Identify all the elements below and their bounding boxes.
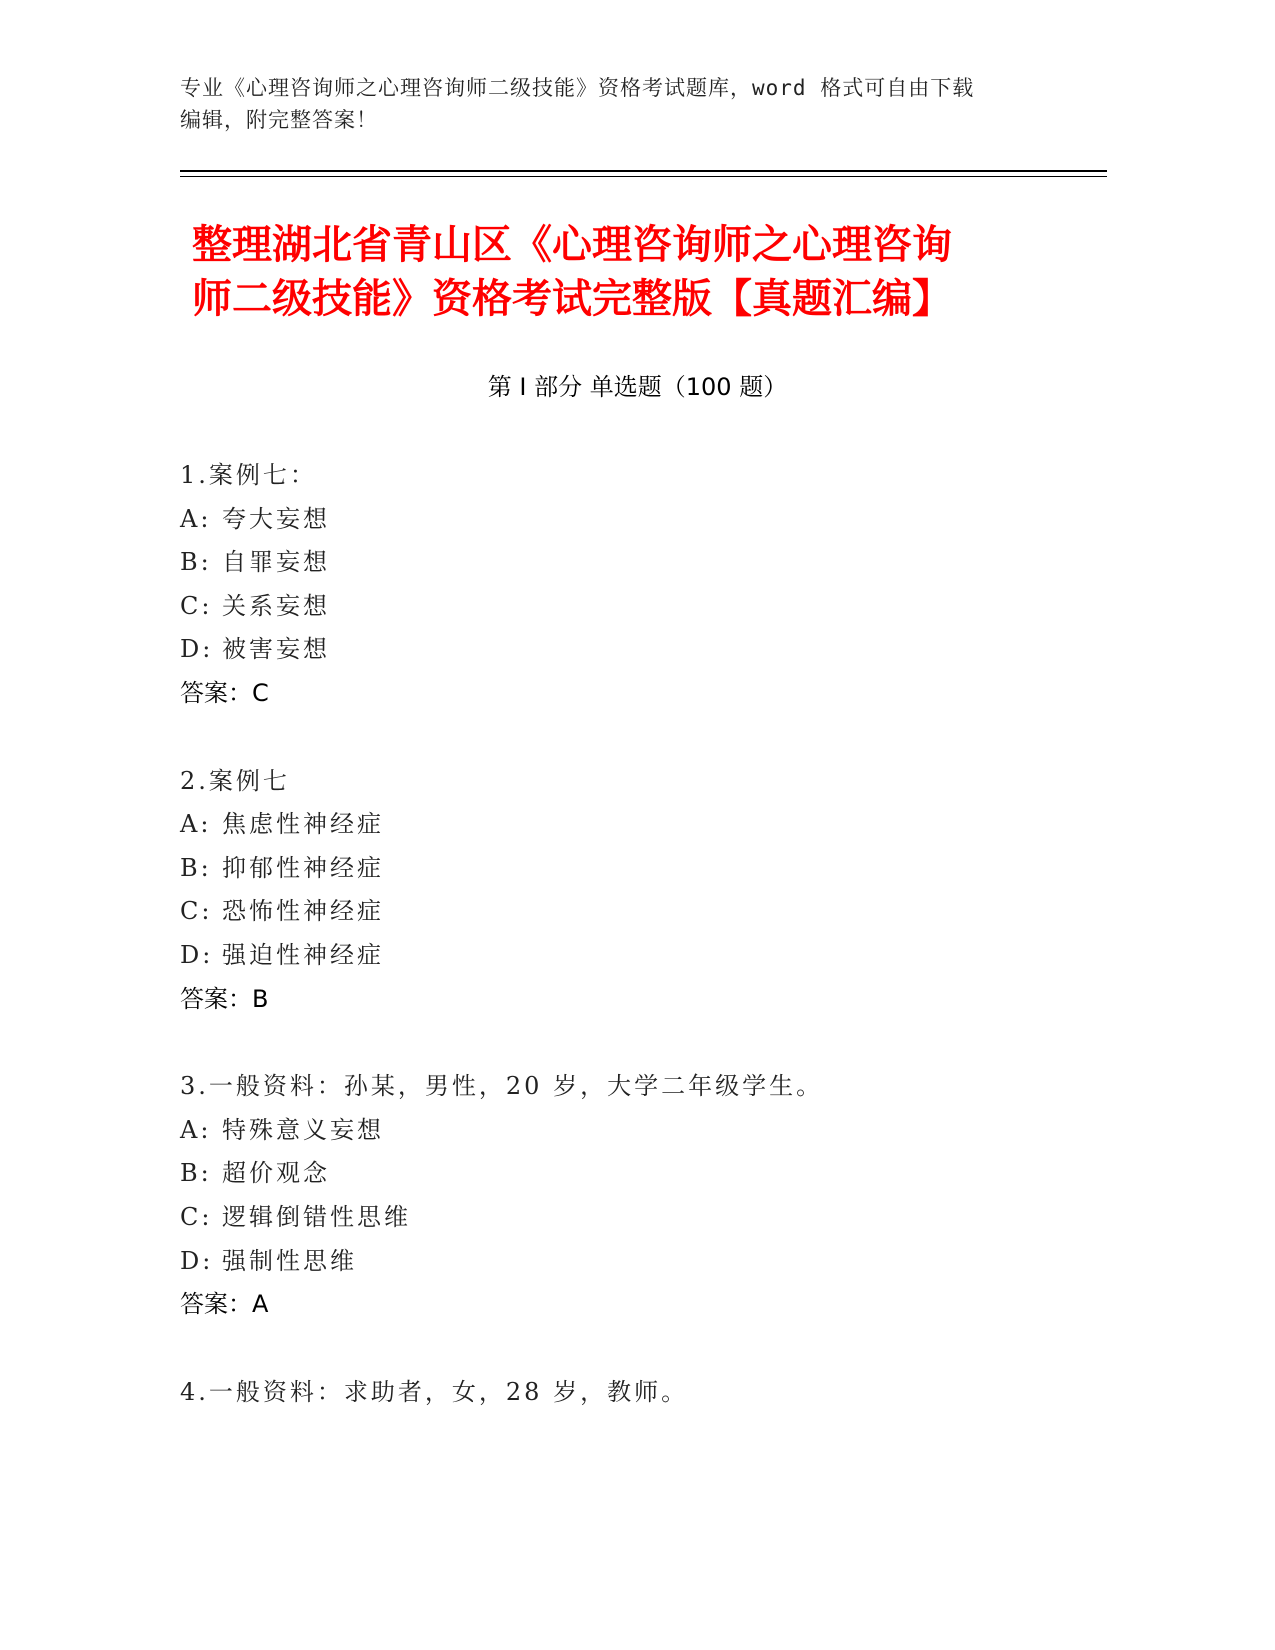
option-text: 超价观念 <box>222 1159 330 1188</box>
question-4 <box>180 1371 1080 1415</box>
answer-value: A <box>252 1290 269 1319</box>
question-list <box>180 454 1080 1458</box>
option-text: 被害妄想 <box>222 635 330 664</box>
option-a <box>180 1109 1080 1153</box>
option-letter: B: <box>180 548 212 577</box>
header-note-line-1: 专业《心理咨询师之心理咨询师二级技能》资格考试题库，word 格式可自由下载 <box>180 76 975 100</box>
answer-label: 答案： <box>180 678 252 707</box>
document-title <box>192 218 1092 326</box>
option-c <box>180 890 1080 934</box>
option-d <box>180 934 1080 978</box>
option-text: 特殊意义妄想 <box>222 1115 384 1144</box>
option-b <box>180 541 1080 585</box>
option-text: 夸大妄想 <box>222 504 330 533</box>
option-letter: C: <box>180 1202 213 1231</box>
question-1 <box>180 454 1080 716</box>
option-letter: D: <box>180 1246 214 1275</box>
option-letter: B: <box>180 853 212 882</box>
answer <box>180 978 1080 1022</box>
header-rule-thick <box>180 170 1107 172</box>
option-c <box>180 585 1080 629</box>
answer-label: 答案： <box>180 1290 252 1319</box>
question-stem: 2.案例七 <box>180 766 290 795</box>
option-letter: C: <box>180 897 213 926</box>
document-title-line-1: 整理湖北省青山区《心理咨询师之心理咨询 <box>192 222 952 268</box>
header-rule-thin <box>180 176 1107 177</box>
option-letter: A: <box>180 1115 212 1144</box>
answer-value: B <box>252 984 269 1013</box>
answer-label: 答案： <box>180 984 252 1013</box>
option-d <box>180 1240 1080 1284</box>
question-stem: 1.案例七： <box>180 461 317 489</box>
option-letter: D: <box>180 635 214 664</box>
option-letter: A: <box>180 504 212 533</box>
option-text: 焦虑性神经症 <box>222 810 384 839</box>
question-3 <box>180 1065 1080 1327</box>
option-a <box>180 498 1080 542</box>
answer <box>180 672 1080 716</box>
answer <box>180 1283 1080 1327</box>
option-text: 抑郁性神经症 <box>222 853 384 882</box>
document-title-line-2: 师二级技能》资格考试完整版【真题汇编】 <box>192 276 952 322</box>
option-text: 逻辑倒错性思维 <box>222 1202 411 1231</box>
option-c <box>180 1196 1080 1240</box>
section-title: 第 I 部分 单选题（100 题） <box>487 373 788 401</box>
option-letter: A: <box>180 810 212 839</box>
option-a <box>180 803 1080 847</box>
option-b <box>180 1152 1080 1196</box>
header-note-line-2: 编辑，附完整答案！ <box>180 108 378 132</box>
option-b <box>180 847 1080 891</box>
answer-value: C <box>252 678 269 707</box>
option-text: 关系妄想 <box>222 591 330 620</box>
question-2 <box>180 760 1080 1022</box>
option-letter: C: <box>180 591 213 620</box>
question-stem: 4.一般资料：求助者，女，28 岁，教师。 <box>180 1377 689 1406</box>
header-note <box>180 72 1040 136</box>
option-text: 恐怖性神经症 <box>222 897 384 926</box>
question-stem: 3.一般资料：孙某，男性，20 岁，大学二年级学生。 <box>180 1072 824 1101</box>
option-text: 强迫性神经症 <box>222 940 384 969</box>
option-letter: B: <box>180 1159 212 1188</box>
option-text: 自罪妄想 <box>222 548 330 577</box>
option-d <box>180 628 1080 672</box>
option-text: 强制性思维 <box>222 1246 357 1275</box>
option-letter: D: <box>180 940 214 969</box>
